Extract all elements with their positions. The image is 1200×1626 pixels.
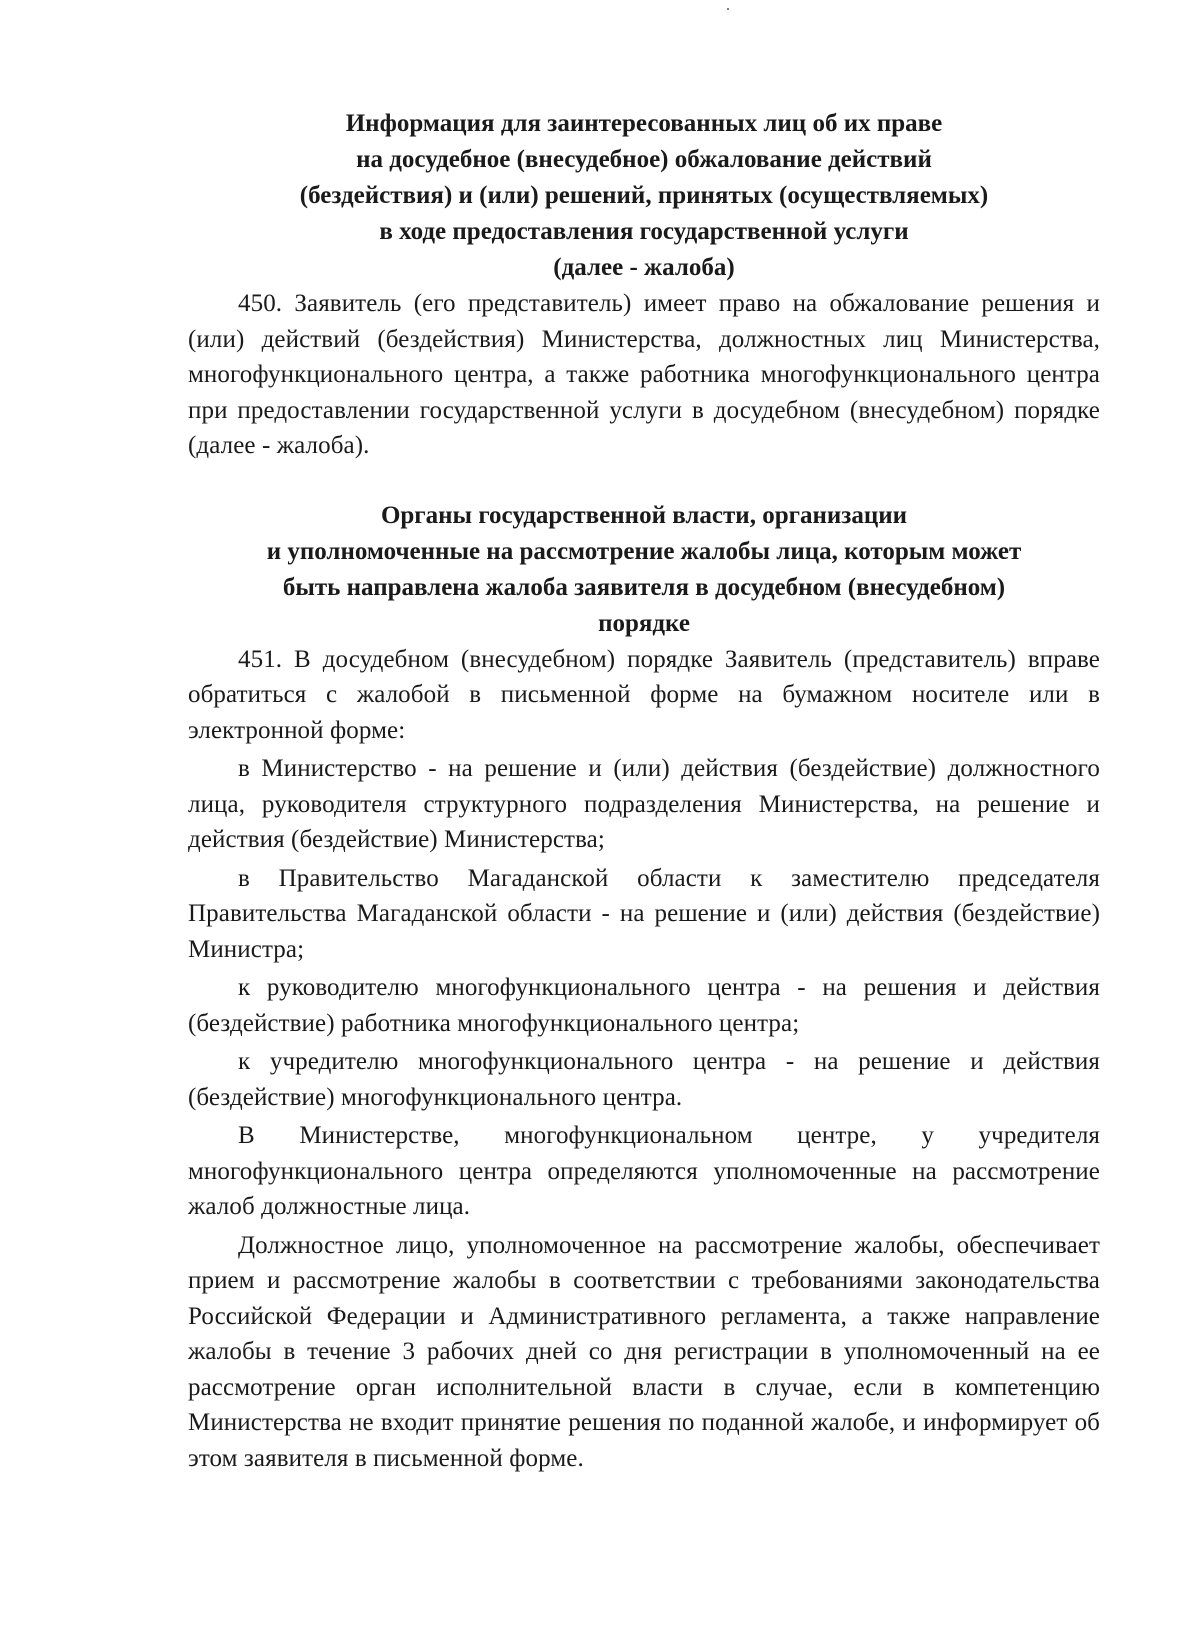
paragraph-authorized-officials: В Министерстве, многофункциональном центре, у учредителя многофункционального центра определяются уполномоченные на рассмотрение жалоб должностные лица. — [188, 1122, 1100, 1220]
heading-line: в ходе предоставления государственной услуги — [379, 218, 909, 245]
heading-line: быть направлена жалоба заявителя в досудебном (внесудебном) — [282, 573, 1006, 601]
scan-speck — [727, 8, 729, 10]
heading-line: (далее - жалоба) — [553, 254, 735, 281]
heading-line: порядке — [598, 609, 690, 637]
paragraph-451: 451. В досудебном (внесудебном) порядке Заявитель (представитель) вправе обратиться с жалобой в письменной форме на бумажном носителе или в электронной форме: — [188, 645, 1100, 744]
heading-line: на досудебное (внесудебное) обжалование действий — [356, 146, 932, 173]
paragraph-ministry: в Министерство - на решение и (или) действия (бездействие) должностного лица, руководителя структурного подразделения Министерства, на решение и действия (бездействие) Министерства; — [188, 755, 1100, 853]
heading-line: (бездействия) и (или) решений, принятых (осуществляемых) — [299, 182, 989, 209]
paragraph-mfc-head: к руководителю многофункционального центра - на решения и действия (бездействие) работника многофункционального центра; — [188, 974, 1100, 1037]
heading-line: и уполномоченные на рассмотрение жалобы лица, которым может — [266, 537, 1022, 565]
document-body — [188, 106, 1100, 1476]
section-spacer — [188, 464, 1100, 498]
paragraph-official-duties: Должностное лицо, уполномоченное на рассмотрение жалобы, обеспечивает прием и рассмотрение жалобы в соответствии с требованиями законодательства Российской Федерации и Административного регламента, а также направление жалобы в течение 3 рабочих дней со дня регистрации в уполномоченный на ее рассмотрение орган исполнительной власти в случае, если в компетенцию Министерства не входит принятие решения по поданной жалобе, и информирует об этом заявителя в письменной форме. — [188, 1231, 1100, 1472]
section-heading-complaint-right — [188, 106, 1100, 286]
paragraph-450: 450. Заявитель (его представитель) имеет право на обжалование решения и (или) действий (бездействия) Министерства, должностных лиц Министерства, многофункционального центра, а также работника многофункционального центра при предоставлении государственной услуги в досудебном (внесудебном) порядке (далее - жалоба). — [188, 290, 1100, 459]
heading-line: Органы государственной власти, организации — [380, 501, 908, 529]
heading-line: Информация для заинтересованных лиц об их праве — [345, 110, 943, 137]
section-heading-complaint-bodies — [188, 498, 1100, 642]
paragraph-government: в Правительство Магаданской области к заместителю председателя Правительства Магаданской области - на решение и (или) действия (бездействие) Министра; — [188, 864, 1100, 963]
paragraph-mfc-founder: к учредителю многофункционального центра - на решение и действия (бездействие) многофункционального центра. — [188, 1048, 1100, 1111]
